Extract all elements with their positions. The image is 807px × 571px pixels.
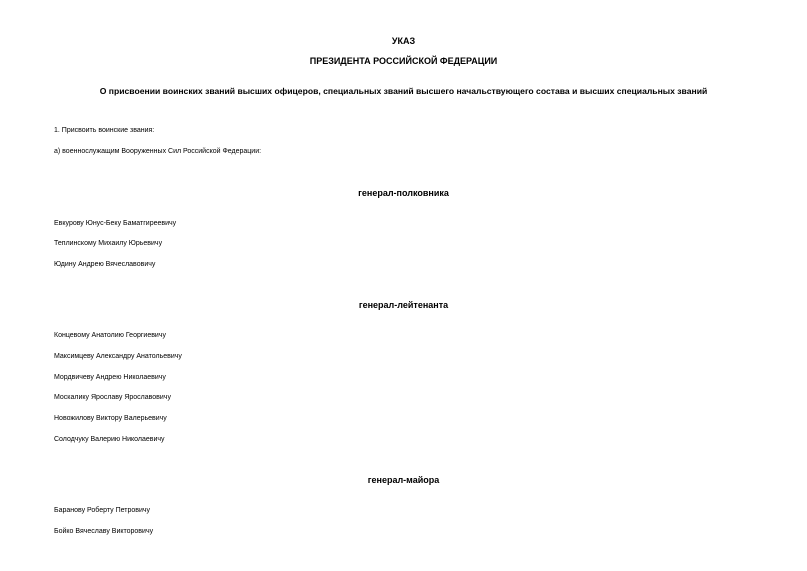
decree-title: УКАЗ xyxy=(391,36,416,46)
decree-subject: О присвоении воинских званий высших офицеров, специальных званий высшего начальствующего состава и высших специальных званий xyxy=(99,86,708,96)
rank-heading-lieutenant-general: генерал-лейтенанта xyxy=(358,300,449,310)
person-name: Юдину Андрею Вячеславовичу xyxy=(54,261,156,268)
person-name: Максимцеву Александру Анатольевичу xyxy=(54,353,182,360)
clause-1: 1. Присвоить воинские звания: xyxy=(54,127,155,134)
person-name: Теплинскому Михаилу Юрьевичу xyxy=(54,240,163,247)
rank-heading-major-general: генерал-майора xyxy=(367,475,440,485)
person-name: Мордвичеву Андрею Николаевичу xyxy=(54,374,166,381)
decree-issuer: ПРЕЗИДЕНТА РОССИЙСКОЙ ФЕДЕРАЦИИ xyxy=(309,56,498,66)
rank-heading-colonel-general: генерал-полковника xyxy=(358,188,449,198)
person-name: Бойко Вячеславу Викторовичу xyxy=(54,528,154,535)
person-name: Концевому Анатолию Георгиевичу xyxy=(54,332,166,339)
person-name: Солодчуку Валерию Николаевичу xyxy=(54,436,165,443)
clause-1a: а) военнослужащим Вооруженных Сил Российской Федерации: xyxy=(54,148,262,155)
person-name: Баранову Роберту Петровичу xyxy=(54,507,151,514)
person-name: Евкурову Юнус-Беку Баматгиреевичу xyxy=(54,220,177,227)
person-name: Москалику Ярославу Ярославовичу xyxy=(54,394,171,401)
person-name: Новожилову Виктору Валерьевичу xyxy=(54,415,167,422)
